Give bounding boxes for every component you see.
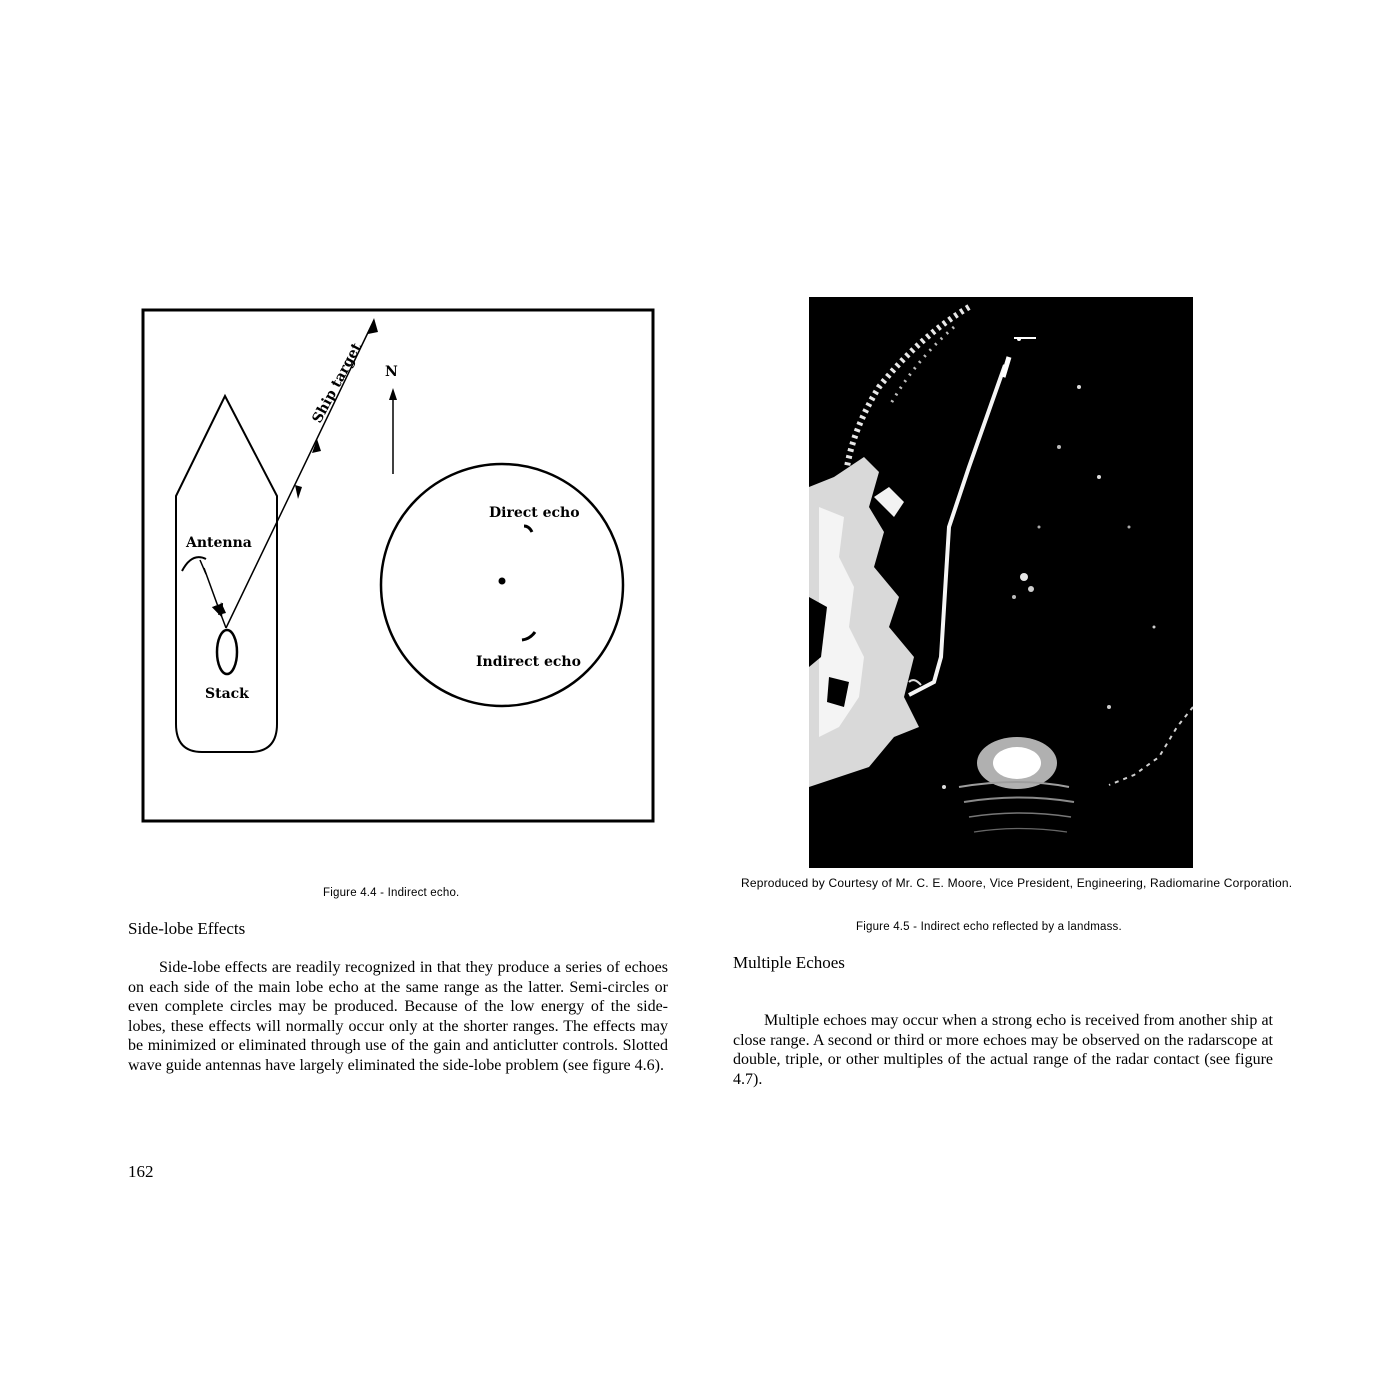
figure-4-4-diagram	[140, 306, 658, 826]
ship-target-label: Ship target	[309, 340, 366, 426]
multiple-echoes-heading: Multiple Echoes	[733, 953, 845, 972]
indirect-echo-label: Indirect echo	[476, 654, 581, 670]
radarscope-photo	[809, 297, 1193, 868]
figure-frame	[143, 310, 653, 821]
figure-4-5-photo	[809, 297, 1193, 868]
indirect-echo-diagram	[140, 306, 658, 826]
indirect-echo-blip	[522, 632, 535, 640]
north-arrow-head-icon	[389, 388, 397, 400]
stack-label: Stack	[205, 686, 249, 702]
direct-echo-label: Direct echo	[489, 505, 580, 521]
echo-path-to-stack	[204, 568, 220, 612]
multiple-echoes-paragraph: Multiple echoes may occur when a strong echo is received from another ship at close range. A second or third or more echoes may be observed on the radarscope at double, triple, or other multiples of the actual range of the radar contact (see figure 4.7).	[733, 1012, 1273, 1088]
radarscope-center	[499, 578, 506, 585]
antenna-label: Antenna	[186, 535, 252, 551]
direct-echo-blip	[524, 526, 532, 532]
page-number: 162	[128, 1162, 154, 1181]
side-lobe-paragraph: Side-lobe effects are readily recognized in that they produce a series of echoes on each side of the main lobe echo at the same range as the latter. Semi-circles or even complete circles may be produced. Because of the low energy of the side-lobes, these effects will normally occur only at the shorter ranges. The effects may be minimized or eliminated through use of the gain and anticlutter controls. Slotted wave guide antennas have largely eliminated the side-lobe problem (see figure 4.6).	[128, 959, 668, 1074]
figure-4-5-caption: Figure 4.5 - Indirect echo reflected by a landmass.	[856, 921, 1122, 933]
figure-4-5-credit: Reproduced by Courtesy of Mr. C. E. Moore, Vice President, Engineering, Radiomarine Corporation.	[741, 876, 1293, 890]
stack-shape	[217, 630, 237, 674]
figure-4-4-caption: Figure 4.4 - Indirect echo.	[323, 887, 460, 899]
north-label: N	[385, 364, 398, 380]
side-lobe-heading: Side-lobe Effects	[128, 919, 246, 938]
